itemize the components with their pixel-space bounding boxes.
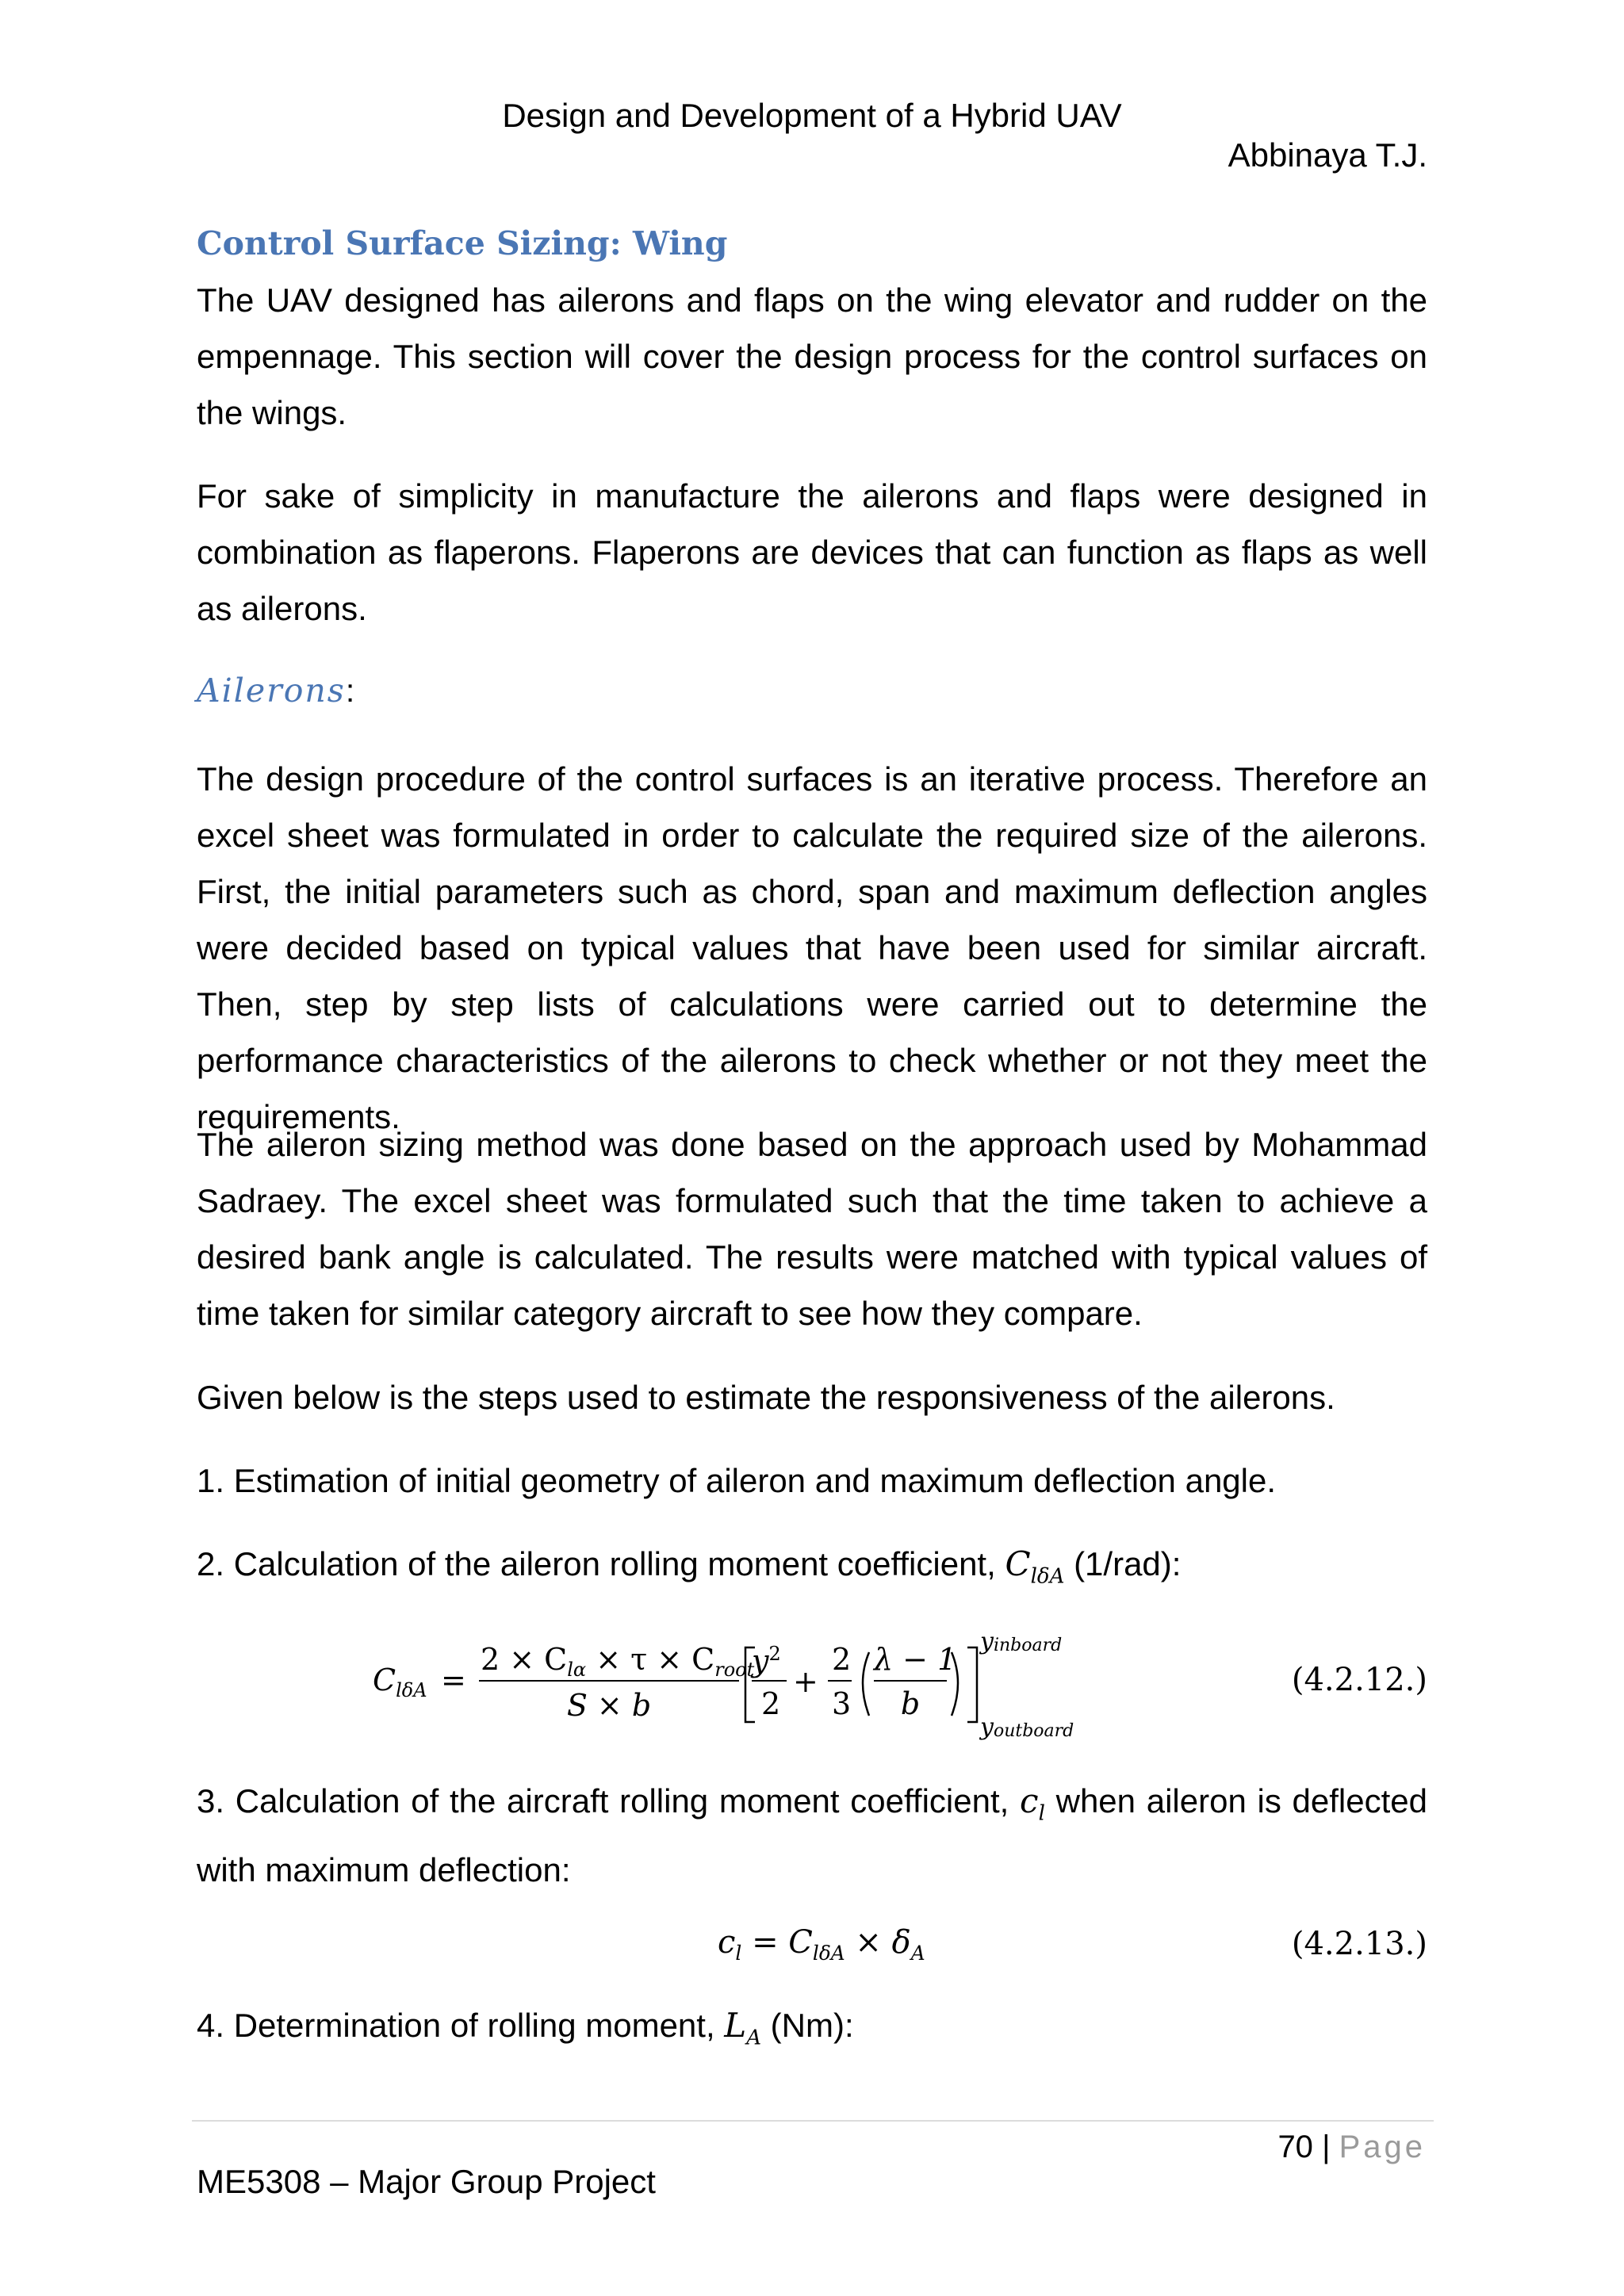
step-3-symbol: $c_l$: [1020, 1781, 1045, 1826]
eq1-upper-limit: yinboard: [980, 1628, 1063, 1655]
page-number-value: 70: [1277, 2130, 1313, 2164]
step-3: [197, 1773, 1427, 1898]
step-4-text: 4. Determination of rolling moment,: [197, 2007, 715, 2044]
paragraph-intro: The UAV designed has ailerons and flaps on the wing elevator and rudder on the empennage. This section will cover the design process for the control surfaces on the wings.: [197, 281, 1427, 431]
ailerons-heading-colon: :: [345, 672, 355, 709]
eq1-lower-limit: youtboard: [980, 1713, 1074, 1741]
eq1-frac1-num: $y^2$: [752, 1643, 781, 1678]
ailerons-heading-text: Ailerons: [197, 672, 346, 710]
equation-4-2-12: [373, 1617, 1166, 1752]
step-4-unit: (Nm):: [770, 2007, 854, 2044]
step-4-symbol: $L_A$: [724, 2006, 761, 2050]
footer-divider: [192, 2120, 1434, 2122]
eq1-denominator: S × b: [566, 1688, 652, 1723]
footer-course: ME5308 – Major Group Project: [197, 2163, 656, 2200]
page-word: Page: [1339, 2130, 1426, 2164]
eq1-equals: =: [441, 1663, 466, 1697]
eq1-lhs: $C_{l\delta A}$: [373, 1663, 427, 1701]
step-3-tail: when aileron is deflected with maximum deflection:: [197, 1782, 1428, 1889]
paragraph-design-procedure: The design procedure of the control surfaces is an iterative process. Therefore an excel sheet was formulated in order to calculate the required size of the ailerons. First, the initial parameters such as chord, span and maximum deflection angles were decided based on typical values that have been used for similar aircraft. Then, step by step lists of calculations were carried out to determine the performance characteristics of the ailerons to check whether or not they meet the requirements.: [197, 760, 1427, 1135]
paragraph-steps-intro: Given below is the steps used to estimate the responsiveness of the ailerons.: [197, 1379, 1335, 1416]
eq1-frac2-num: 2: [832, 1642, 852, 1677]
eq1-frac2-den: 3: [832, 1686, 852, 1721]
header-author: Abbinaya T.J.: [1228, 136, 1427, 174]
step-4: [197, 2006, 854, 2057]
equation-4-2-13: $c_l = C_{l\delta A} \times \delta_A$: [718, 1924, 925, 1965]
page-number-separator: |: [1322, 2130, 1331, 2164]
section-heading: Control Surface Sizing: Wing: [197, 224, 728, 262]
equation-number-4-2-13: (4.2.13.): [1291, 1926, 1427, 1962]
header-title: Design and Development of a Hybrid UAV: [502, 97, 1122, 134]
eq1-frac1-den: 2: [761, 1686, 781, 1721]
paragraph-flaperons: For sake of simplicity in manufacture the ailerons and flaps were designed in combination as flaperons. Flaperons are devices that can function as flaps as well as ailerons.: [197, 477, 1427, 627]
equation-number-4-2-12: (4.2.12.): [1291, 1662, 1427, 1698]
step-1: 1. Estimation of initial geometry of aileron and maximum deflection angle.: [197, 1462, 1277, 1499]
eq1-left-paren: [863, 1652, 869, 1716]
step-2-text: 2. Calculation of the aileron rolling moment coefficient,: [197, 1545, 996, 1582]
eq1-frac3-den: b: [900, 1686, 921, 1721]
step-2-symbol: $C_{l\delta A}$: [1005, 1544, 1065, 1589]
eq1-frac3-num: λ − 1: [874, 1642, 957, 1677]
eq1-plus: +: [793, 1664, 818, 1699]
eq1-right-bracket: [967, 1647, 977, 1722]
step-2: [197, 1544, 1181, 1596]
paragraph-sizing-method: The aileron sizing method was done based on the approach used by Mohammad Sadraey. The excel sheet was formulated such that the time taken to achieve a desired bank angle is calculated. The results were matched with typical values of time taken for similar category aircraft to see how they compare.: [197, 1126, 1427, 1332]
eq1-numerator: $2 \times C_{l\alpha} \times \tau \times C_{root}$: [481, 1642, 755, 1681]
page-number: [1277, 2128, 1426, 2166]
step-3-text: 3. Calculation of the aircraft rolling moment coefficient,: [197, 1782, 1009, 1820]
ailerons-heading: [197, 671, 354, 710]
step-2-unit: (1/rad):: [1074, 1545, 1182, 1582]
